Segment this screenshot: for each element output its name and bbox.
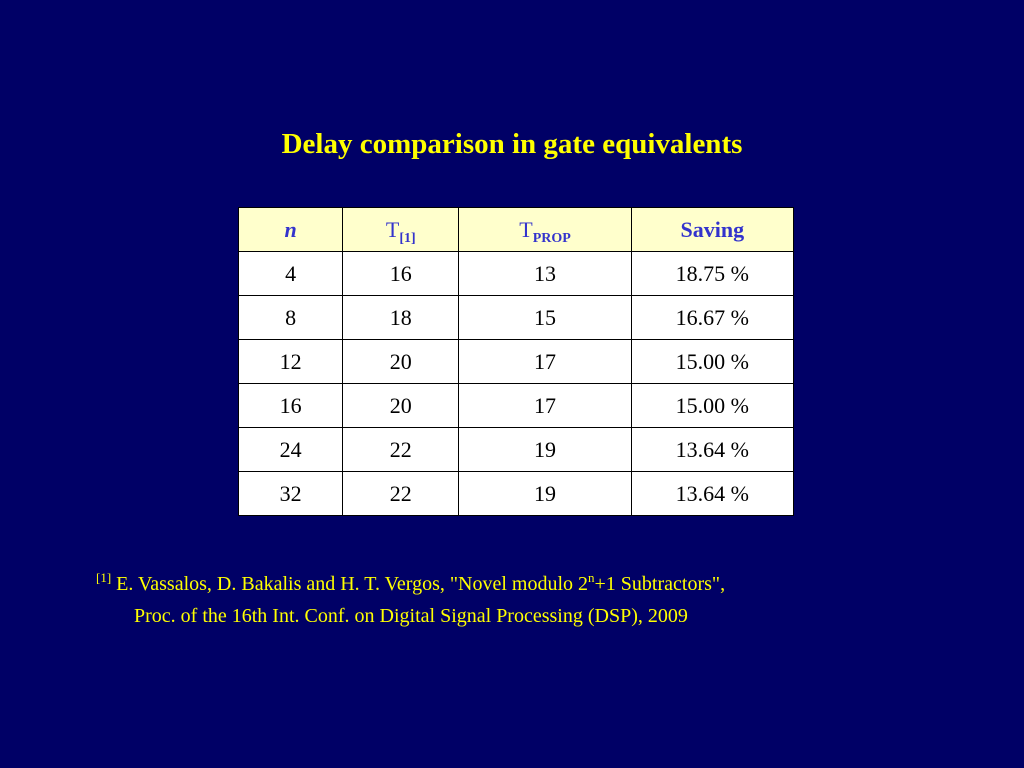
delay-comparison-table [238, 207, 794, 516]
cell-n: 12 [239, 340, 343, 384]
header-saving [631, 208, 793, 252]
header-saving-label: Saving [680, 216, 745, 242]
header-n-label: n [284, 216, 297, 242]
cell-n: 4 [239, 252, 343, 296]
table-row [239, 384, 794, 428]
table-row [239, 472, 794, 516]
reference-citation [96, 569, 725, 632]
cell-saving: 16.67 % [631, 296, 793, 340]
cell-n: 16 [239, 384, 343, 428]
cell-saving: 13.64 % [631, 472, 793, 516]
reference-text-part-2: +1 Subtractors", [594, 573, 726, 595]
slide-title: Delay comparison in gate equivalents [281, 128, 743, 160]
cell-saving: 15.00 % [631, 340, 793, 384]
table-row [239, 340, 794, 384]
header-t1-subscript: [1] [399, 230, 416, 246]
cell-n: 32 [239, 472, 343, 516]
reference-text-part-1: E. Vassalos, D. Bakalis and H. T. Vergos, "Novel modulo 2 [111, 573, 589, 595]
reference-superscript-n: n [588, 570, 595, 585]
cell-t1: 20 [343, 340, 459, 384]
cell-saving: 15.00 % [631, 384, 793, 428]
header-t1 [343, 208, 459, 252]
cell-saving: 18.75 % [631, 252, 793, 296]
header-tprop-subscript: PROP [532, 230, 571, 246]
table-body [239, 252, 794, 516]
cell-t1: 18 [343, 296, 459, 340]
table-row [239, 252, 794, 296]
cell-tprop: 17 [459, 384, 631, 428]
header-n [239, 208, 343, 252]
cell-n: 8 [239, 296, 343, 340]
cell-t1: 20 [343, 384, 459, 428]
header-tprop-main: T [519, 216, 533, 242]
table-row [239, 296, 794, 340]
cell-saving: 13.64 % [631, 428, 793, 472]
reference-marker: [1] [96, 570, 112, 585]
cell-tprop: 19 [459, 428, 631, 472]
header-t1-main: T [385, 216, 400, 242]
cell-tprop: 17 [459, 340, 631, 384]
reference-line-2: Proc. of the 16th Int. Conf. on Digital Signal Processing (DSP), 2009 [134, 605, 688, 627]
table-row [239, 428, 794, 472]
cell-tprop: 13 [459, 252, 631, 296]
reference-line-1 [96, 569, 725, 601]
cell-t1: 22 [343, 428, 459, 472]
cell-t1: 16 [343, 252, 459, 296]
cell-t1: 22 [343, 472, 459, 516]
header-tprop [459, 208, 631, 252]
cell-tprop: 19 [459, 472, 631, 516]
cell-tprop: 15 [459, 296, 631, 340]
table-header-row [239, 208, 794, 252]
cell-n: 24 [239, 428, 343, 472]
